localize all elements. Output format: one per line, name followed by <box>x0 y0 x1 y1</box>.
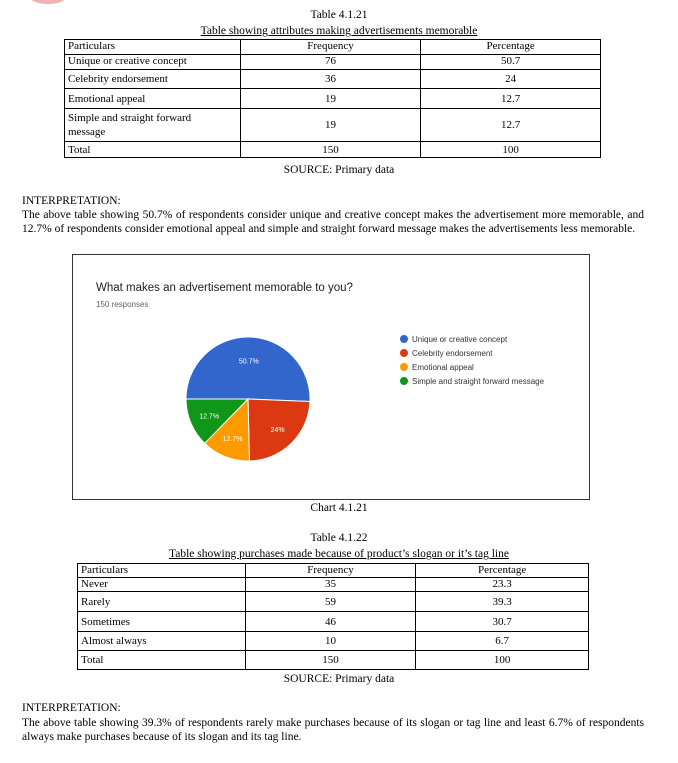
table-row <box>65 70 601 89</box>
table-cell: 100 <box>416 651 589 670</box>
table-cell-line: message <box>68 126 106 138</box>
table-cell: 59 <box>245 592 416 612</box>
table-cell: 50.7 <box>421 55 601 70</box>
table-header-percentage: Percentage <box>416 564 589 578</box>
legend-label: Unique or creative concept <box>412 334 508 344</box>
table-cell: Emotional appeal <box>65 89 241 109</box>
legend-item-2 <box>400 360 544 374</box>
pie-slice-0 <box>186 337 310 402</box>
table-cell: 12.7 <box>421 109 601 142</box>
table-header-particulars: Particulars <box>65 40 241 55</box>
table-cell: Celebrity endorsement <box>65 70 241 89</box>
table-row <box>78 651 589 670</box>
table-cell: Total <box>65 142 241 158</box>
table-header-percentage: Percentage <box>421 40 601 55</box>
table-cell: 24 <box>421 70 601 89</box>
legend-dot-icon <box>400 349 408 357</box>
table-cell-line: Simple and straight forward <box>68 112 192 124</box>
table-cell: 46 <box>245 612 416 632</box>
chart-title: What makes an advertisement memorable to you? <box>96 282 353 294</box>
table-row <box>65 55 601 70</box>
table1-source: SOURCE: Primary data <box>283 164 395 176</box>
table-cell: 35 <box>245 578 416 592</box>
table-cell: 12.7 <box>421 89 601 109</box>
legend-label: Emotional appeal <box>412 362 474 372</box>
pie-slice-label-3: 12.7% <box>199 413 220 421</box>
decorative-shape <box>30 0 66 4</box>
table-row <box>65 142 601 158</box>
legend-dot-icon <box>400 363 408 371</box>
legend-item-0 <box>400 332 544 346</box>
chart-legend <box>400 332 544 388</box>
table-cell: 6.7 <box>416 632 589 651</box>
table-cell: 150 <box>240 142 421 158</box>
table-cell: 30.7 <box>416 612 589 632</box>
legend-dot-icon <box>400 377 408 385</box>
table-row <box>65 109 601 142</box>
table-cell: Unique or creative concept <box>65 55 241 70</box>
table2-source: SOURCE: Primary data <box>283 673 395 685</box>
table-cell: Rarely <box>78 592 246 612</box>
chart-responses: 150 responses <box>96 300 149 309</box>
table-cell <box>65 109 241 142</box>
legend-label: Celebrity endorsement <box>412 348 493 358</box>
table-row <box>78 612 589 632</box>
table-cell: 39.3 <box>416 592 589 612</box>
table-header-particulars: Particulars <box>78 564 246 578</box>
pie-slice-label-2: 12.7% <box>222 436 243 444</box>
table2-caption-title: Table showing purchases made because of product’s slogan or it’s tag line <box>169 548 509 560</box>
chart-caption: Chart 4.1.21 <box>310 502 368 514</box>
table-row <box>78 632 589 651</box>
table1-caption-title: Table showing attributes making advertisements memorable <box>200 25 478 37</box>
table-header-frequency: Frequency <box>245 564 416 578</box>
table-cell: 19 <box>240 109 421 142</box>
table-row <box>65 89 601 109</box>
table1-caption-number: Table 4.1.21 <box>310 9 368 21</box>
interpretation1-heading: INTERPRETATION: <box>22 195 121 207</box>
table1 <box>64 39 601 158</box>
table-cell: 23.3 <box>416 578 589 592</box>
interpretation2-heading: INTERPRETATION: <box>22 702 121 714</box>
legend-label: Simple and straight forward message <box>412 376 545 386</box>
table-cell: 36 <box>240 70 421 89</box>
table-cell: 19 <box>240 89 421 109</box>
table2-caption-number: Table 4.1.22 <box>310 532 368 544</box>
table-row <box>78 592 589 612</box>
table-cell: Total <box>78 651 246 670</box>
table-row <box>78 578 589 592</box>
table-header-frequency: Frequency <box>240 40 421 55</box>
table-cell: 76 <box>240 55 421 70</box>
table-cell: 150 <box>245 651 416 670</box>
legend-item-3 <box>400 374 544 388</box>
legend-dot-icon <box>400 335 408 343</box>
legend-item-1 <box>400 346 544 360</box>
interpretation2-text: The above table showing 39.3% of respondents rarely make purchases because of its slogan or tag line and least 6.7% of respondents always make purchases because of its slogan and its tag line. <box>22 717 644 743</box>
chart-frame <box>72 254 590 500</box>
interpretation1-text: The above table showing 50.7% of respondents consider unique and creative concept makes the advertisement more memorable, and 12.7% of respondents consider emotional appeal and simple and straight forward message makes the advertisements less memorable. <box>22 209 644 235</box>
table-cell: 10 <box>245 632 416 651</box>
table-cell: 100 <box>421 142 601 158</box>
table-row <box>78 564 589 578</box>
table-cell: Almost always <box>78 632 246 651</box>
table-row <box>65 40 601 55</box>
table-cell: Never <box>78 578 246 592</box>
pie-slice-label-1: 24% <box>270 427 285 435</box>
pie-slice-label-0: 50.7% <box>238 358 259 366</box>
table2 <box>77 563 589 670</box>
table-cell: Sometimes <box>78 612 246 632</box>
